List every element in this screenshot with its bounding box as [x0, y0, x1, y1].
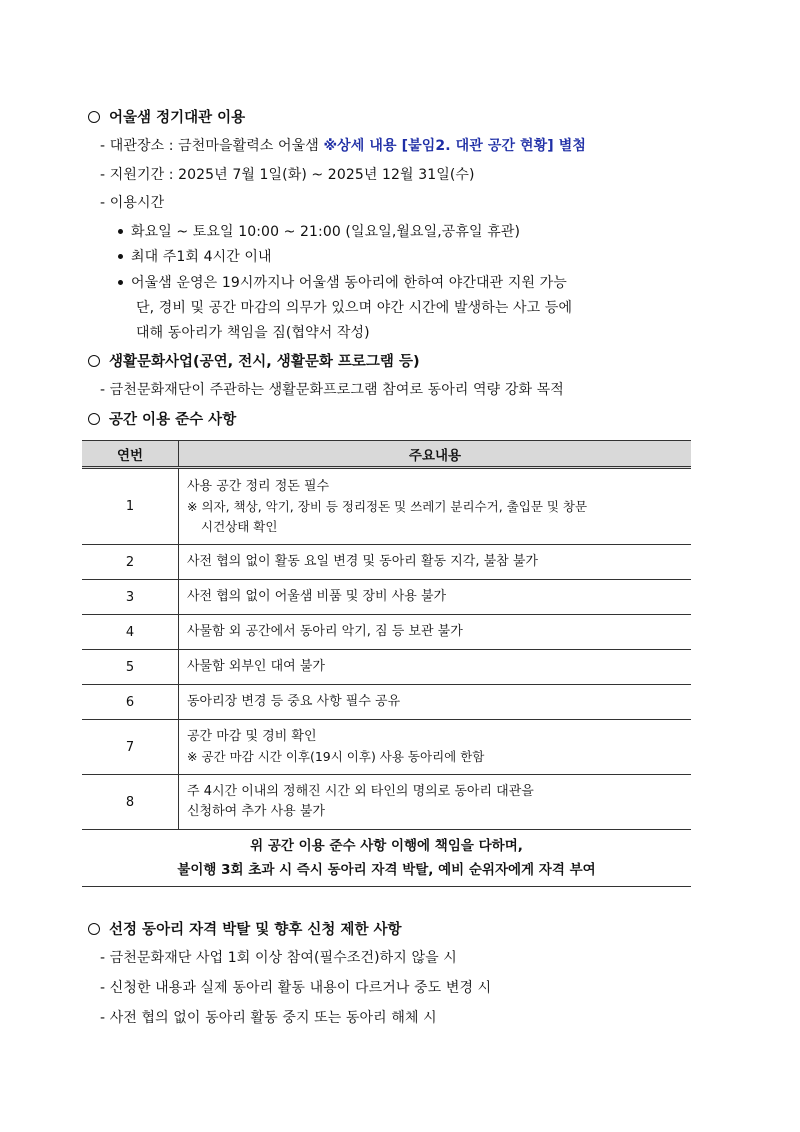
disqualification-line-2: - 신청한 내용과 실제 동아리 활동 내용이 다르거나 중도 변경 시 — [100, 980, 492, 996]
hours-bullet-1: 화요일 ~ 토요일 10:00 ~ 21:00 (일요일,월요일,공휴일 휴관) — [118, 221, 520, 241]
circle-bullet-icon — [88, 923, 100, 935]
period-line: - 지원기간 : 2025년 7월 1일(화) ~ 2025년 12월 31일(수) — [100, 167, 475, 183]
table-row — [82, 545, 691, 580]
row-content: 사용 공간 정리 정돈 필수 ※ 의자, 책상, 악기, 장비 등 정리정돈 및 쓰레기 분리수거, 출입문 및 창문 시건상태 확인 — [179, 468, 692, 545]
row-content: 동아리장 변경 등 중요 사항 필수 공유 — [179, 685, 692, 720]
row-content: 사물함 외 공간에서 동아리 악기, 짐 등 보관 불가 — [179, 615, 692, 650]
rules-table — [82, 440, 691, 887]
dot-bullet-icon — [118, 280, 123, 285]
table-row — [82, 775, 691, 830]
table-row — [82, 720, 691, 775]
table-header-row — [82, 441, 691, 468]
row-content: 주 4시간 이내의 정해진 시간 외 타인의 명의로 동아리 대관을 신청하여 추가 사용 불가 — [179, 775, 692, 830]
section-heading-rental: 어울샘 정기대관 이용 — [88, 106, 245, 127]
hours-bullet-2: 최대 주1회 4시간 이내 — [118, 246, 272, 266]
disqualification-line-1: - 금천문화재단 사업 1회 이상 참여(필수조건)하지 않을 시 — [100, 950, 457, 966]
row-number: 3 — [82, 580, 179, 615]
row-number: 2 — [82, 545, 179, 580]
row-number: 7 — [82, 720, 179, 775]
hours-bullet-3-cont-1: 단, 경비 및 공간 마감의 의무가 있으며 야간 시간에 발생하는 사고 등에 — [136, 300, 573, 316]
circle-bullet-icon — [88, 355, 100, 367]
section-heading-disqualification: 선정 동아리 자격 박탈 및 향후 신청 제한 사항 — [88, 918, 402, 939]
table-row — [82, 650, 691, 685]
section-heading-rules: 공간 이용 준수 사항 — [88, 408, 236, 429]
row-number: 1 — [82, 468, 179, 545]
dot-bullet-icon — [118, 229, 123, 234]
row-number: 4 — [82, 615, 179, 650]
table-row — [82, 468, 691, 545]
row-number: 8 — [82, 775, 179, 830]
rules-summary: 위 공간 이용 준수 사항 이행에 책임을 다하며, 불이행 3회 초과 시 즉시 동아리 자격 박탈, 예비 순위자에게 자격 부여 — [82, 830, 691, 887]
row-content: 사전 협의 없이 어울샘 비품 및 장비 사용 불가 — [179, 580, 692, 615]
column-header-number: 연번 — [82, 441, 179, 468]
hours-label: - 이용시간 — [100, 195, 165, 211]
table-summary-row — [82, 830, 691, 887]
circle-bullet-icon — [88, 111, 100, 123]
row-content: 사전 협의 없이 활동 요일 변경 및 동아리 활동 지각, 불참 불가 — [179, 545, 692, 580]
disqualification-line-3: - 사전 협의 없이 동아리 활동 중지 또는 동아리 해체 시 — [100, 1010, 437, 1026]
hours-bullet-3: 어울샘 운영은 19시까지나 어울샘 동아리에 한하여 야간대관 지원 가능 — [118, 272, 567, 292]
circle-bullet-icon — [88, 413, 100, 425]
venue-note: ※상세 내용 [붙임2. 대관 공간 현황] 별첨 — [323, 138, 587, 154]
program-line: - 금천문화재단이 주관하는 생활문화프로그램 참여로 동아리 역량 강화 목적 — [100, 382, 564, 398]
row-content: 공간 마감 및 경비 확인 ※ 공간 마감 시간 이후(19시 이후) 사용 동아리에 한함 — [179, 720, 692, 775]
venue-line: - 대관장소 : 금천마을활력소 어울샘 ※상세 내용 [붙임2. 대관 공간 현황] 별첨 — [100, 138, 587, 154]
hours-bullet-3-cont-2: 대해 동아리가 책임을 짐(협약서 작성) — [136, 325, 370, 341]
table-row — [82, 685, 691, 720]
column-header-content: 주요내용 — [179, 441, 692, 468]
dot-bullet-icon — [118, 254, 123, 259]
row-number: 6 — [82, 685, 179, 720]
table-row — [82, 580, 691, 615]
row-content: 사물함 외부인 대여 불가 — [179, 650, 692, 685]
section-heading-program: 생활문화사업(공연, 전시, 생활문화 프로그램 등) — [88, 350, 420, 371]
table-row — [82, 615, 691, 650]
row-number: 5 — [82, 650, 179, 685]
